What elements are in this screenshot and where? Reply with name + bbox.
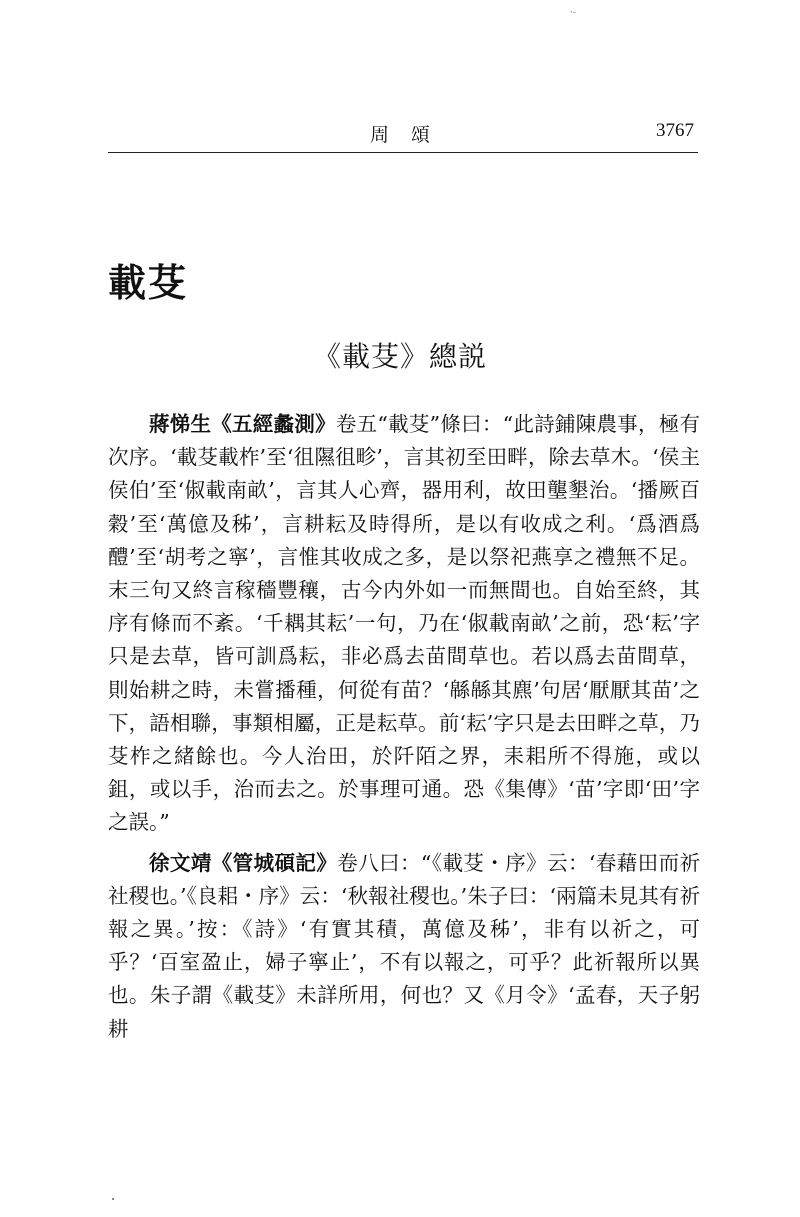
page-number: 3767 [656,120,694,141]
scan-dot [112,1198,114,1200]
header-title: 周 頌 [370,124,433,146]
paragraph-text: 卷八曰：“《載芟・序》云：‘春藉田而祈社稷也。’《良耜・序》云：‘秋報社稷也。’朱子曰：‘兩篇未見其有祈報之異。’按：《詩》‘有實其積，萬億及秭’，非有以祈之，可乎？‘百室盈止，婦子寧止’，不有以報之，可乎？此祈報所以異也。朱子謂《載芟》未詳所用，何也？又《月令》‘孟春，天子躬耕 [108,850,700,1041]
paragraph-jiang [108,408,700,840]
paragraph-text: 卷五“載芟”條曰：“此詩鋪陳農事，極有次序。‘載芟載柞’至‘徂隰徂畛’，言其初至田畔，除去草木。‘侯主侯伯’至‘俶載南畝’，言其人心齊，器用利，故田壟墾治。‘播厥百穀’至‘萬億及秭’，言耕耘及時得所，是以有收成之利。‘爲酒爲醴’至‘胡考之寧’，言惟其收成之多，是以祭祀燕享之禮無不足。末三句又終言稼穡豐穰，古今内外如一而無間也。自始至終，其序有條而不紊。‘千耦其耘’一句，乃在‘俶載南畝’之前，恐‘耘’字只是去草，皆可訓爲耘，非必爲去苗間草也。若以爲去苗間草，則始耕之時，未嘗播種，何從有苗？‘緜緜其麃’句居‘厭厭其苗’之下，語相聯，事類相屬，正是耘草。前‘耘’字只是去田畔之草，乃芟柞之緒餘也。今人治田，於阡陌之界，耒耜所不得施，或以鉏，或以手，治而去之。於事理可通。恐《集傳》‘苗’字即‘田’字之誤。” [108,412,700,835]
chapter-title: 載芟 [108,261,189,305]
body-text [108,408,700,1053]
paragraph-xu [108,847,700,1046]
section-title: 《載芟》總説 [312,340,487,373]
author-work: 徐文靖《管城碩記》 [149,850,338,875]
running-header [108,118,698,153]
author-work: 蔣悌生《五經蠡測》 [149,412,336,436]
scan-mark: ·- [570,8,576,18]
